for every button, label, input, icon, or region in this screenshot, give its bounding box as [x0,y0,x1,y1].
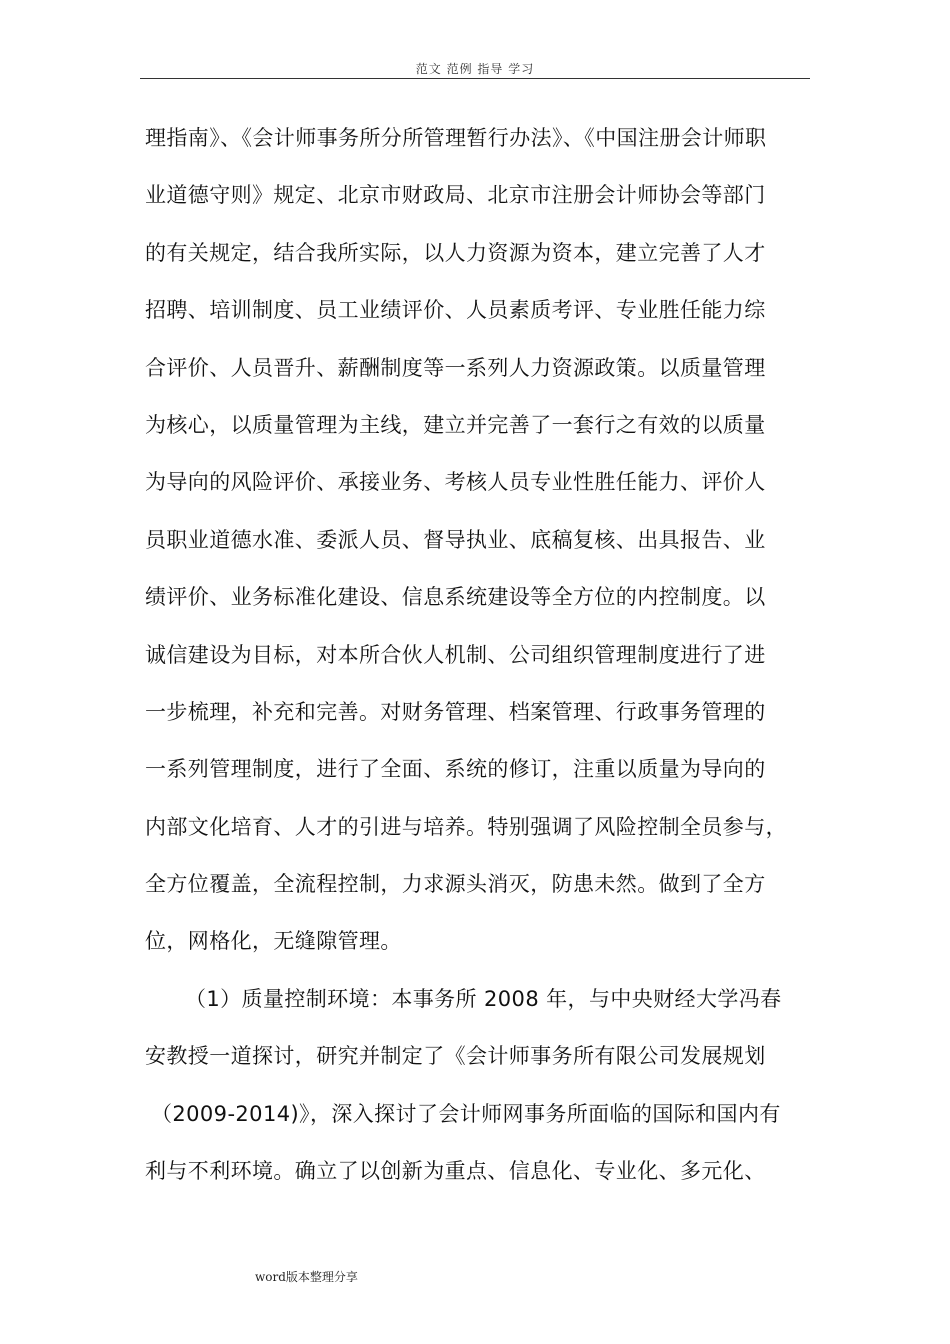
text-line: 业道德守则》规定、北京市财政局、北京市注册会计师协会等部门 [145,183,766,208]
text-line: 招聘、培训制度、员工业绩评价、人员素质考评、专业胜任能力综 [145,298,766,323]
paragraph-start-line: （1）质量控制环境：本事务所 2008 年，与中央财经大学冯春 [185,986,782,1011]
text-line: 理指南》、《会计师事务所分所管理暂行办法》、《中国注册会计师职 [145,126,767,150]
text-line: 合评价、人员晋升、薪酬制度等一系列人力资源政策。以质量管理 [145,355,766,380]
text-line: （2009-2014)》，深入探讨了会计师网事务所面临的国际和国内有 [151,1101,781,1126]
text-line: 的有关规定，结合我所实际，以人力资源为资本，建立完善了人才 [145,240,766,265]
text-line: 利与不利环境。确立了以创新为重点、信息化、专业化、多元化、 [145,1159,766,1184]
text-line: 员职业道德水准、委派人员、督导执业、底稿复核、出具报告、业 [145,527,766,552]
text-line: 为核心，以质量管理为主线，建立并完善了一套行之有效的以质量 [145,412,766,437]
text-line: 绩评价、业务标准化建设、信息系统建设等全方位的内控制度。以 [145,585,766,610]
text-line: 内部文化培育、人才的引进与培养。特别强调了风险控制全员参与， [145,814,787,839]
page-footer: word版本整理分享 [255,1270,358,1284]
document-body [145,115,825,1205]
text-line: 位，网格化，无缝隙管理。 [145,929,402,954]
text-line: 诚信建设为目标，对本所合伙人机制、公司组织管理制度进行了进 [145,642,766,667]
page-header [140,58,810,79]
text-line: 一步梳理，补充和完善。对财务管理、档案管理、行政事务管理的 [145,699,766,724]
text-line: 全方位覆盖，全流程控制，力求源头消灭，防患未然。做到了全方 [145,872,766,897]
text-line: 为导向的风险评价、承接业务、考核人员专业性胜任能力、评价人 [145,470,766,495]
header-text: 范文 范例 指导 学习 [415,62,535,76]
text-line: 安教授一道探讨，研究并制定了《会计师事务所有限公司发展规划 [145,1044,766,1069]
text-line: 一系列管理制度，进行了全面、系统的修订，注重以质量为导向的 [145,757,766,782]
